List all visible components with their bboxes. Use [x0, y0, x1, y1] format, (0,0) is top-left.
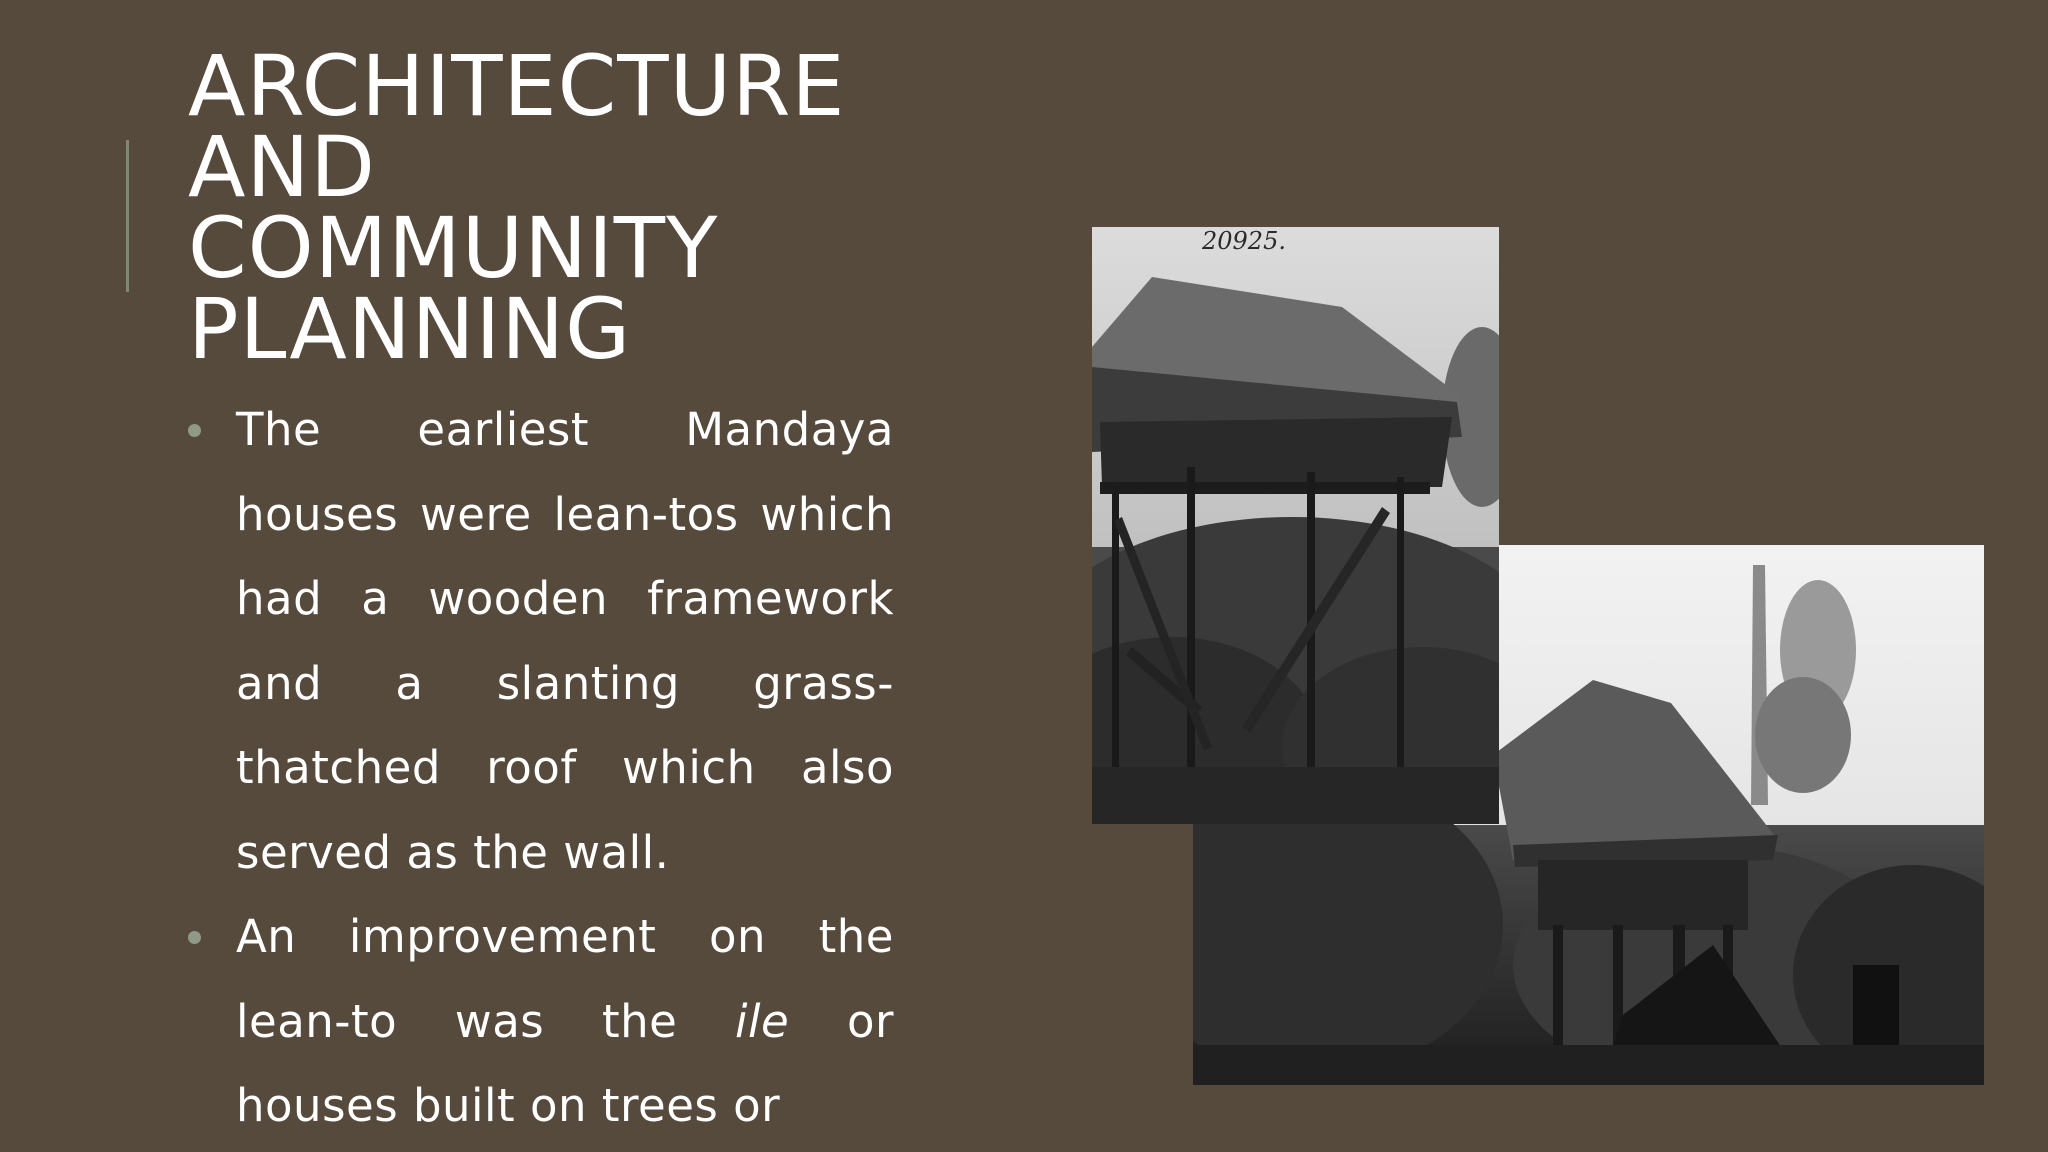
bullet-item-2 — [184, 895, 894, 1149]
bullet-dot-icon — [188, 931, 201, 944]
slide-body — [184, 388, 894, 1152]
photo-annotation: 20925. — [1202, 227, 1286, 255]
title-line-1: ARCHITECTURE — [188, 37, 846, 135]
bullet-text-2-after: or houses built on trees or — [236, 994, 894, 1132]
bullet-text-2-before: An improvement on the lean-to was the — [236, 910, 894, 1048]
bullet-item-1 — [184, 388, 894, 895]
bullet-text-1: The earliest Mandaya houses were lean-tos which had a wooden framework and a slanting grass-thatched roof which also served as the wall. — [236, 403, 894, 879]
slide-title — [188, 37, 948, 378]
bullet-dot-icon — [188, 424, 201, 437]
title-line-2: AND — [188, 118, 376, 216]
bullet-text-2-emphasis: ile — [735, 994, 790, 1048]
title-line-4: PLANNING — [188, 280, 632, 378]
photo-stilt-house-image — [1092, 227, 1499, 824]
title-accent-bar — [126, 140, 129, 292]
title-line-3: COMMUNITY — [188, 199, 719, 297]
photo-stilt-house — [1092, 227, 1499, 824]
